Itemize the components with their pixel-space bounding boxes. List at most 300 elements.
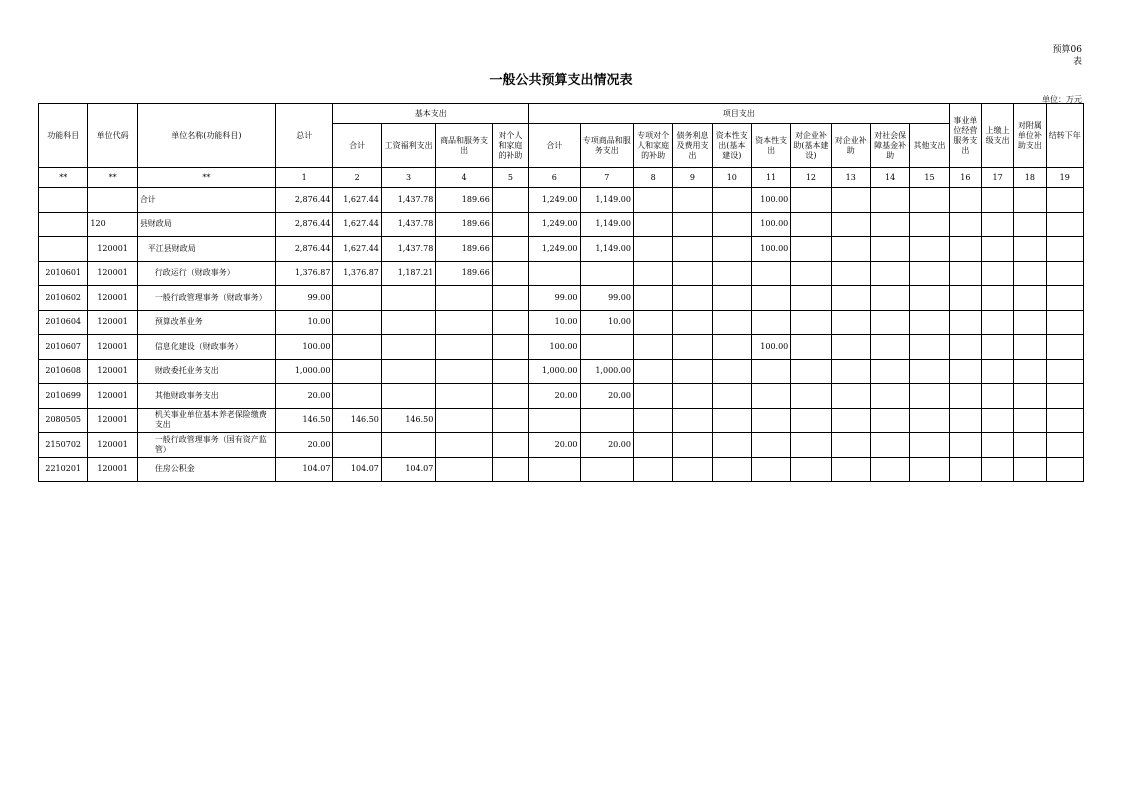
value-cell <box>436 335 492 360</box>
value-cell <box>831 188 870 213</box>
value-cell <box>791 237 831 262</box>
value-cell: 1,000.00 <box>529 359 580 384</box>
value-cell <box>333 359 381 384</box>
value-cell <box>712 433 751 458</box>
value-cell <box>1014 408 1046 433</box>
value-cell <box>870 286 909 311</box>
value-cell <box>633 457 672 482</box>
header-project-capital-build: 资本性支出(基本建设) <box>712 124 751 168</box>
value-cell <box>673 457 712 482</box>
value-cell <box>1014 212 1046 237</box>
index-cell: ** <box>39 168 88 188</box>
form-number-line2: 表 <box>1072 57 1082 67</box>
function-code-cell: 2150702 <box>39 433 88 458</box>
value-cell: 100.00 <box>751 212 790 237</box>
value-cell <box>1014 433 1046 458</box>
value-cell <box>981 310 1013 335</box>
header-project-group: 项目支出 <box>529 104 950 124</box>
value-cell <box>633 433 672 458</box>
value-cell <box>751 457 790 482</box>
value-cell <box>949 408 981 433</box>
value-cell <box>831 408 870 433</box>
index-cell: 15 <box>910 168 949 188</box>
value-cell <box>870 188 909 213</box>
value-cell: 1,149.00 <box>580 237 633 262</box>
header-upward: 上缴上级支出 <box>981 104 1013 168</box>
header-basic-total: 合计 <box>333 124 381 168</box>
value-cell <box>633 286 672 311</box>
value-cell: 99.00 <box>580 286 633 311</box>
value-cell: 1,249.00 <box>529 212 580 237</box>
value-cell: 146.50 <box>275 408 332 433</box>
value-cell <box>791 457 831 482</box>
value-cell <box>436 433 492 458</box>
value-cell: 100.00 <box>275 335 332 360</box>
value-cell <box>436 359 492 384</box>
value-cell <box>633 261 672 286</box>
value-cell <box>1046 457 1083 482</box>
value-cell: 189.66 <box>436 212 492 237</box>
unit-name-cell: 行政运行（财政事务） <box>137 261 275 286</box>
value-cell <box>831 237 870 262</box>
value-cell <box>981 188 1013 213</box>
value-cell <box>981 335 1013 360</box>
value-cell <box>831 457 870 482</box>
value-cell <box>633 188 672 213</box>
value-cell <box>436 310 492 335</box>
value-cell <box>633 335 672 360</box>
value-cell <box>870 359 909 384</box>
value-cell <box>1046 384 1083 409</box>
value-cell <box>981 457 1013 482</box>
unit-name-cell: 一般行政管理事务（财政事务） <box>137 286 275 311</box>
value-cell <box>673 335 712 360</box>
value-cell <box>633 384 672 409</box>
table-row <box>39 310 1084 335</box>
value-cell: 10.00 <box>275 310 332 335</box>
value-cell <box>751 384 790 409</box>
header-project-enterprise-build: 对企业补助(基本建设) <box>791 124 831 168</box>
table-row <box>39 408 1084 433</box>
function-code-cell: 2010608 <box>39 359 88 384</box>
value-cell <box>751 310 790 335</box>
value-cell <box>333 433 381 458</box>
value-cell <box>831 384 870 409</box>
value-cell <box>1014 237 1046 262</box>
table-row <box>39 359 1084 384</box>
value-cell: 1,149.00 <box>580 212 633 237</box>
value-cell <box>1046 408 1083 433</box>
value-cell <box>580 335 633 360</box>
table-row <box>39 335 1084 360</box>
index-cell: 3 <box>381 168 435 188</box>
value-cell <box>492 433 528 458</box>
unit-code-cell: 120001 <box>88 310 137 335</box>
value-cell <box>910 286 949 311</box>
value-cell <box>1014 261 1046 286</box>
value-cell <box>751 408 790 433</box>
form-number <box>1042 44 1082 68</box>
value-cell <box>910 310 949 335</box>
value-cell: 20.00 <box>580 384 633 409</box>
header-project-social: 对社会保障基金补助 <box>870 124 909 168</box>
value-cell: 10.00 <box>580 310 633 335</box>
value-cell <box>831 261 870 286</box>
unit-code-cell: 120001 <box>88 457 137 482</box>
index-cell: 10 <box>712 168 751 188</box>
value-cell <box>1046 359 1083 384</box>
value-cell <box>791 335 831 360</box>
value-cell: 100.00 <box>751 188 790 213</box>
value-cell <box>712 384 751 409</box>
header-carryover: 结转下年 <box>1046 104 1083 168</box>
value-cell: 2,876.44 <box>275 188 332 213</box>
value-cell <box>673 310 712 335</box>
index-cell: 11 <box>751 168 790 188</box>
value-cell <box>333 310 381 335</box>
value-cell <box>981 384 1013 409</box>
value-cell: 104.07 <box>381 457 435 482</box>
value-cell <box>712 310 751 335</box>
value-cell <box>910 408 949 433</box>
table-row <box>39 188 1084 213</box>
value-cell <box>1014 335 1046 360</box>
value-cell <box>751 359 790 384</box>
value-cell <box>831 335 870 360</box>
value-cell <box>949 310 981 335</box>
function-code-cell: 2010604 <box>39 310 88 335</box>
value-cell <box>381 310 435 335</box>
value-cell: 99.00 <box>529 286 580 311</box>
value-cell: 100.00 <box>529 335 580 360</box>
value-cell <box>492 384 528 409</box>
function-code-cell: 2010607 <box>39 335 88 360</box>
value-cell <box>492 335 528 360</box>
value-cell <box>673 384 712 409</box>
value-cell <box>673 261 712 286</box>
value-cell <box>791 408 831 433</box>
value-cell: 1,376.87 <box>275 261 332 286</box>
unit-code-cell: 120001 <box>88 261 137 286</box>
unit-name-cell: 机关事业单位基本养老保险缴费支出 <box>137 408 275 433</box>
value-cell <box>1014 286 1046 311</box>
value-cell <box>712 457 751 482</box>
value-cell <box>1046 433 1083 458</box>
unit-name-cell: 其他财政事务支出 <box>137 384 275 409</box>
value-cell <box>712 286 751 311</box>
value-cell <box>1014 188 1046 213</box>
header-subsidiary: 对附属单位补助支出 <box>1014 104 1046 168</box>
value-cell: 1,627.44 <box>333 188 381 213</box>
value-cell: 1,249.00 <box>529 188 580 213</box>
value-cell <box>751 286 790 311</box>
index-cell: 12 <box>791 168 831 188</box>
value-cell: 20.00 <box>580 433 633 458</box>
value-cell <box>633 408 672 433</box>
value-cell <box>1046 286 1083 311</box>
value-cell <box>910 457 949 482</box>
value-cell <box>673 212 712 237</box>
value-cell <box>981 359 1013 384</box>
value-cell <box>981 261 1013 286</box>
value-cell: 189.66 <box>436 261 492 286</box>
value-cell: 104.07 <box>275 457 332 482</box>
unit-code-cell: 120001 <box>88 408 137 433</box>
value-cell <box>831 433 870 458</box>
value-cell <box>791 188 831 213</box>
value-cell <box>673 433 712 458</box>
value-cell: 189.66 <box>436 237 492 262</box>
value-cell: 1,627.44 <box>333 237 381 262</box>
function-code-cell: 2010699 <box>39 384 88 409</box>
value-cell <box>910 212 949 237</box>
index-row <box>39 168 1084 188</box>
value-cell: 20.00 <box>529 433 580 458</box>
value-cell: 1,187.21 <box>381 261 435 286</box>
index-cell: ** <box>88 168 137 188</box>
value-cell <box>949 261 981 286</box>
value-cell <box>1046 212 1083 237</box>
value-cell <box>529 261 580 286</box>
value-cell: 2,876.44 <box>275 237 332 262</box>
index-cell: 7 <box>580 168 633 188</box>
index-cell: 5 <box>492 168 528 188</box>
value-cell <box>492 188 528 213</box>
value-cell: 1,000.00 <box>580 359 633 384</box>
function-code-cell: 2080505 <box>39 408 88 433</box>
value-cell <box>910 335 949 360</box>
value-cell <box>381 286 435 311</box>
table-body <box>39 188 1084 482</box>
value-cell <box>673 286 712 311</box>
header-basic-personal: 对个人和家庭的补助 <box>492 124 528 168</box>
value-cell: 10.00 <box>529 310 580 335</box>
unit-code-cell <box>88 188 137 213</box>
value-cell <box>381 359 435 384</box>
table-row <box>39 237 1084 262</box>
value-cell <box>910 261 949 286</box>
value-cell: 1,376.87 <box>333 261 381 286</box>
unit-name-cell: 预算改革业务 <box>137 310 275 335</box>
value-cell: 1,627.44 <box>333 212 381 237</box>
value-cell <box>791 286 831 311</box>
value-cell <box>1014 384 1046 409</box>
value-cell <box>673 188 712 213</box>
value-cell <box>673 408 712 433</box>
value-cell <box>333 384 381 409</box>
index-cell: 1 <box>275 168 332 188</box>
value-cell <box>949 188 981 213</box>
index-cell: 14 <box>870 168 909 188</box>
value-cell <box>492 359 528 384</box>
value-cell <box>381 335 435 360</box>
value-cell <box>712 261 751 286</box>
unit-code-cell: 120001 <box>88 384 137 409</box>
value-cell <box>580 457 633 482</box>
table-row <box>39 261 1084 286</box>
value-cell <box>949 457 981 482</box>
value-cell: 1,437.78 <box>381 212 435 237</box>
value-cell: 146.50 <box>333 408 381 433</box>
value-cell <box>870 237 909 262</box>
value-cell <box>870 408 909 433</box>
header-project-debt: 债务利息及费用支出 <box>673 124 712 168</box>
value-cell <box>333 335 381 360</box>
value-cell <box>910 433 949 458</box>
header-basic-goods: 商品和服务支出 <box>436 124 492 168</box>
value-cell <box>1046 310 1083 335</box>
value-cell <box>492 237 528 262</box>
value-cell <box>712 408 751 433</box>
page-title: 一般公共预算支出情况表 <box>489 73 633 88</box>
value-cell <box>910 237 949 262</box>
header-project-special: 专项商品和服务支出 <box>580 124 633 168</box>
value-cell <box>870 212 909 237</box>
value-cell <box>831 212 870 237</box>
value-cell <box>910 384 949 409</box>
table-row <box>39 384 1084 409</box>
value-cell <box>492 408 528 433</box>
unit-code-cell: 120001 <box>88 286 137 311</box>
value-cell <box>791 433 831 458</box>
value-cell <box>381 384 435 409</box>
unit-name-cell: 一般行政管理事务（国有资产监管） <box>137 433 275 458</box>
value-cell: 20.00 <box>529 384 580 409</box>
unit-label: 单位：万元 <box>1042 95 1082 104</box>
value-cell <box>910 188 949 213</box>
value-cell: 1,149.00 <box>580 188 633 213</box>
value-cell <box>981 212 1013 237</box>
value-cell <box>981 408 1013 433</box>
value-cell <box>712 359 751 384</box>
value-cell <box>529 457 580 482</box>
value-cell <box>436 384 492 409</box>
value-cell <box>712 335 751 360</box>
function-code-cell <box>39 212 88 237</box>
header-project-capital: 资本性支出 <box>751 124 790 168</box>
index-cell: 8 <box>633 168 672 188</box>
value-cell <box>1014 359 1046 384</box>
value-cell <box>436 286 492 311</box>
index-cell: 6 <box>529 168 580 188</box>
value-cell <box>436 408 492 433</box>
table-row <box>39 433 1084 458</box>
unit-code-cell: 120001 <box>88 433 137 458</box>
value-cell <box>1046 335 1083 360</box>
header-business-service: 事业单位经营服务支出 <box>949 104 981 168</box>
value-cell <box>949 433 981 458</box>
header-function-code: 功能科目 <box>39 104 88 168</box>
value-cell <box>870 457 909 482</box>
value-cell: 1,249.00 <box>529 237 580 262</box>
header-basic-salary: 工资福利支出 <box>381 124 435 168</box>
value-cell <box>712 212 751 237</box>
value-cell <box>949 286 981 311</box>
value-cell <box>1014 310 1046 335</box>
value-cell <box>791 310 831 335</box>
index-cell: 17 <box>981 168 1013 188</box>
header-basic-group: 基本支出 <box>333 104 529 124</box>
value-cell <box>1014 457 1046 482</box>
value-cell <box>791 212 831 237</box>
index-cell: 9 <box>673 168 712 188</box>
index-cell: 13 <box>831 168 870 188</box>
table-row <box>39 457 1084 482</box>
unit-code-cell: 120001 <box>88 359 137 384</box>
value-cell: 100.00 <box>751 335 790 360</box>
value-cell <box>791 261 831 286</box>
unit-name-cell: 住房公积金 <box>137 457 275 482</box>
index-cell: 4 <box>436 168 492 188</box>
value-cell <box>529 408 580 433</box>
value-cell: 1,437.78 <box>381 188 435 213</box>
header-project-personal: 专项对个人和家庭的补助 <box>633 124 672 168</box>
value-cell <box>949 335 981 360</box>
value-cell <box>673 359 712 384</box>
header-unit-name: 单位名称(功能科目) <box>137 104 275 168</box>
index-cell: 19 <box>1046 168 1083 188</box>
unit-name-cell: 财政委托业务支出 <box>137 359 275 384</box>
value-cell <box>673 237 712 262</box>
value-cell <box>492 457 528 482</box>
unit-code-cell: 120001 <box>88 335 137 360</box>
budget-table <box>38 103 1084 482</box>
value-cell <box>791 359 831 384</box>
value-cell <box>492 310 528 335</box>
value-cell <box>981 433 1013 458</box>
value-cell: 1,000.00 <box>275 359 332 384</box>
table-row <box>39 212 1084 237</box>
value-cell <box>492 286 528 311</box>
header-project-enterprise: 对企业补助 <box>831 124 870 168</box>
value-cell <box>1046 237 1083 262</box>
value-cell <box>492 261 528 286</box>
value-cell <box>870 261 909 286</box>
value-cell <box>333 286 381 311</box>
value-cell <box>712 188 751 213</box>
value-cell: 1,437.78 <box>381 237 435 262</box>
value-cell <box>712 237 751 262</box>
function-code-cell <box>39 237 88 262</box>
function-code-cell: 2010601 <box>39 261 88 286</box>
table-row <box>39 286 1084 311</box>
value-cell <box>1046 188 1083 213</box>
form-number-line1: 预算06 <box>1052 45 1082 55</box>
value-cell: 2,876.44 <box>275 212 332 237</box>
value-cell <box>870 384 909 409</box>
value-cell <box>870 335 909 360</box>
value-cell <box>580 408 633 433</box>
unit-code-cell: 120001 <box>88 237 137 262</box>
header-unit-code: 单位代码 <box>88 104 137 168</box>
value-cell <box>633 310 672 335</box>
function-code-cell: 2210201 <box>39 457 88 482</box>
unit-name-cell: 合计 <box>137 188 275 213</box>
value-cell <box>751 433 790 458</box>
value-cell <box>949 384 981 409</box>
value-cell: 104.07 <box>333 457 381 482</box>
function-code-cell <box>39 188 88 213</box>
value-cell: 146.50 <box>381 408 435 433</box>
value-cell <box>381 433 435 458</box>
header-total: 总计 <box>275 104 332 168</box>
value-cell: 99.00 <box>275 286 332 311</box>
value-cell <box>580 261 633 286</box>
value-cell <box>831 286 870 311</box>
value-cell <box>949 237 981 262</box>
value-cell <box>633 212 672 237</box>
value-cell <box>870 433 909 458</box>
